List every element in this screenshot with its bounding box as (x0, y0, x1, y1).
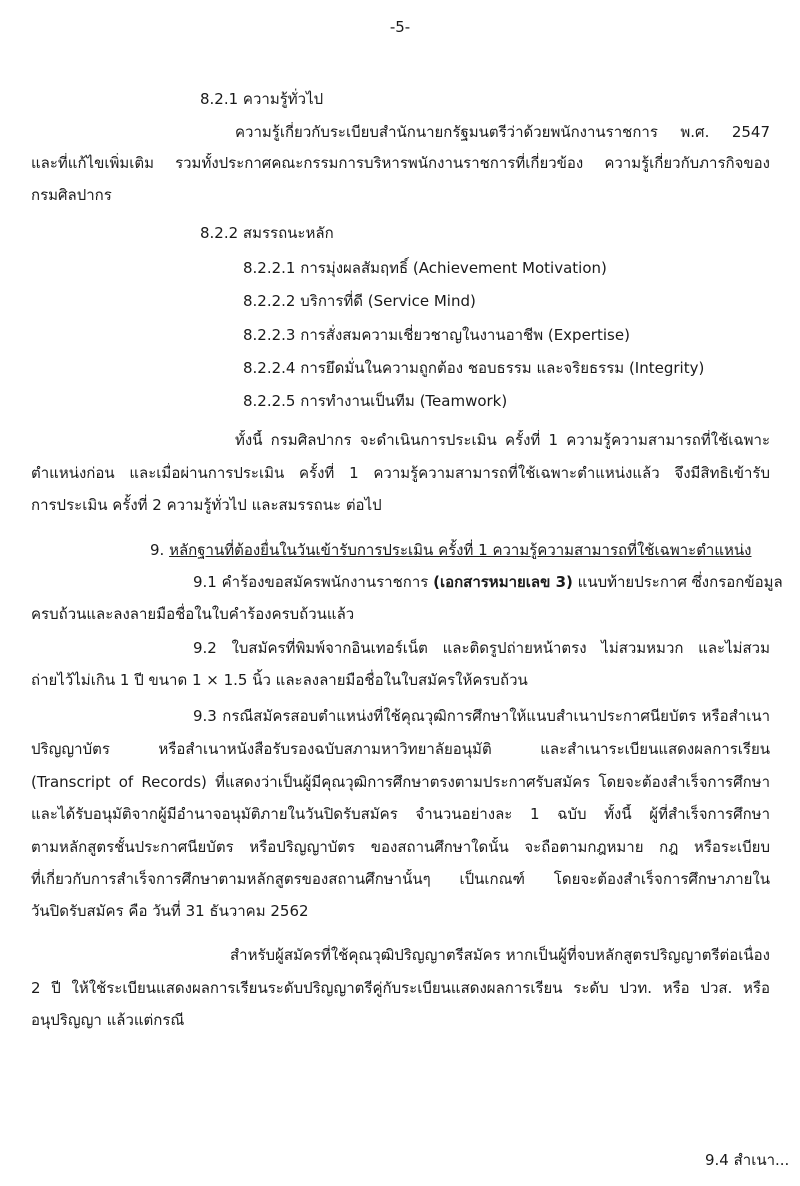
paragraph-line: และที่แก้ไขเพิ่มเติม รวมทั้งประกาศคณะกรรมการบริหารพนักงานราชการที่เกี่ยวข้อง ความรู้เกี่ยวกับภารกิจของ (31, 154, 770, 172)
competency-item: 8.2.2.5 การทำงานเป็นทีม (Teamwork) (243, 392, 508, 410)
competency-item: 8.2.2.4 การยึดมั่นในความถูกต้อง ชอบธรรม และจริยธรรม (Integrity) (243, 359, 705, 377)
competency-item: 8.2.2.3 การสั่งสมความเชี่ยวชาญในงานอาชีพ (Expertise) (243, 326, 630, 344)
section-9-heading (150, 540, 752, 560)
section-8-2-2-heading: 8.2.2 สมรรถนะหลัก (200, 224, 334, 242)
competency-item: 8.2.2.1 การมุ่งผลสัมฤทธิ์ (Achievement Motivation) (243, 259, 607, 277)
paragraph-line: ตำแหน่งก่อน และเมื่อผ่านการประเมิน ครั้งที่ 1 ความรู้ความสามารถที่ใช้เฉพาะตำแหน่งแล้ว จึงมีสิทธิเข้ารับ (31, 464, 770, 482)
paragraph-line: ที่เกี่ยวกับการสำเร็จการศึกษาตามหลักสูตรของสถานศึกษานั้นๆ เป็นเกณฑ์ โดยจะต้องสำเร็จการศึกษาภายใน (31, 870, 770, 888)
paragraph-line: ปริญญาบัตร หรือสำเนาหนังสือรับรองฉบับสภามหาวิทยาลัยอนุมัติ และสำเนาระเบียนแสดงผลการเรียน (31, 740, 770, 758)
paragraph-line: และได้รับอนุมัติจากผู้มีอำนาจอนุมัติภายในวันปิดรับสมัคร จำนวนอย่างละ 1 ฉบับ ทั้งนี้ ผู้ที่สำเร็จการศึกษา (31, 805, 770, 823)
competency-item: 8.2.2.2 บริการที่ดี (Service Mind) (243, 292, 476, 310)
paragraph-line: 2 ปี ให้ใช้ระเบียนแสดงผลการเรียนระดับปริญญาตรีคู่กับระเบียนแสดงผลการเรียน ระดับ ปวท. หรือ ปวส. หรือ (31, 979, 770, 997)
paragraph-line: วันปิดรับสมัคร คือ วันที่ 31 ธันวาคม 2562 (31, 902, 309, 920)
section-9-number: 9. (150, 541, 165, 559)
paragraph-line: ครบถ้วนและลงลายมือชื่อในใบคำร้องครบถ้วนแล้ว (31, 605, 355, 623)
section-8-2-1-heading: 8.2.1 ความรู้ทั่วไป (200, 90, 324, 108)
paragraph-line: 9.3 กรณีสมัครสอบตำแหน่งที่ใช้คุณวุฒิการศึกษาให้แนบสำเนาประกาศนียบัตร หรือสำเนา (193, 707, 770, 725)
paragraph-line: ตามหลักสูตรชั้นประกาศนียบัตร หรือปริญญาบัตร ของสถานศึกษาใดนั้น จะถือตามกฎหมาย กฎ หรือระเบียบ (31, 838, 770, 856)
page-number: -5- (389, 18, 411, 36)
section-9-1-document-ref: (เอกสารหมายเลข 3) (433, 573, 573, 591)
paragraph-line: อนุปริญญา แล้วแต่กรณี (31, 1011, 185, 1029)
paragraph-line: ถ่ายไว้ไม่เกิน 1 ปี ขนาด 1 × 1.5 นิ้ว และลงลายมือชื่อในใบสมัครให้ครบถ้วน (31, 671, 528, 689)
continuation-marker: 9.4 สำเนา... (705, 1151, 790, 1169)
section-9-1 (193, 572, 783, 592)
paragraph-line: ความรู้เกี่ยวกับระเบียบสำนักนายกรัฐมนตรีว่าด้วยพนักงานราชการ พ.ศ. 2547 (235, 123, 770, 141)
section-9-1-text-end: แนบท้ายประกาศ ซึ่งกรอกข้อมูล (572, 573, 783, 591)
paragraph-line: ทั้งนี้ กรมศิลปากร จะดำเนินการประเมิน ครั้งที่ 1 ความรู้ความสามารถที่ใช้เฉพาะ (235, 431, 770, 449)
section-9-1-text: 9.1 คำร้องขอสมัครพนักงานราชการ (193, 573, 434, 591)
paragraph-line: การประเมิน ครั้งที่ 2 ความรู้ทั่วไป และสมรรถนะ ต่อไป (31, 496, 382, 514)
paragraph-line: (Transcript of Records) ที่แสดงว่าเป็นผู้มีคุณวุฒิการศึกษาตรงตามประกาศรับสมัคร โดยจะต้องสำเร็จการศึกษา (31, 773, 770, 791)
section-9-title: หลักฐานที่ต้องยื่นในวันเข้ารับการประเมิน ครั้งที่ 1 ความรู้ความสามารถที่ใช้เฉพาะตำแหน่ง (169, 541, 752, 559)
paragraph-line: สำหรับผู้สมัครที่ใช้คุณวุฒิปริญญาตรีสมัคร หากเป็นผู้ที่จบหลักสูตรปริญญาตรีต่อเนื่อง (230, 946, 770, 964)
paragraph-line: กรมศิลปากร (31, 186, 112, 204)
paragraph-line: 9.2 ใบสมัครที่พิมพ์จากอินเทอร์เน็ต และติดรูปถ่ายหน้าตรง ไม่สวมหมวก และไม่สวม (193, 639, 770, 657)
